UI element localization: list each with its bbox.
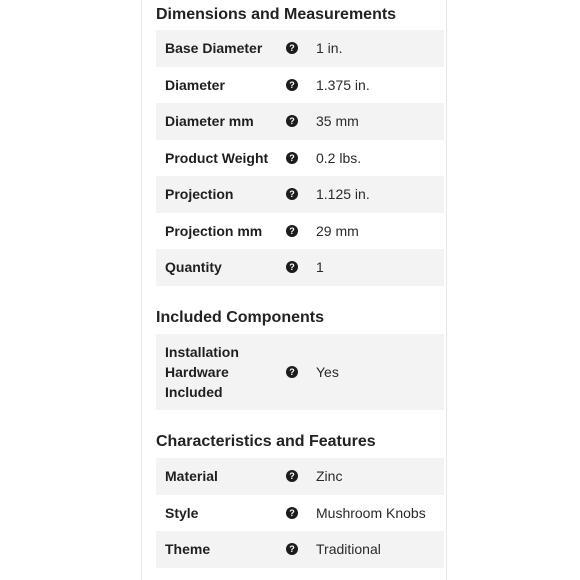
spec-label: Diameter [165,76,225,93]
spec-value: 1 in. [316,40,343,57]
spec-value: 29 mm [316,222,359,239]
spec-label: Installation Hardware Included [165,344,239,400]
spec-value: 1 [316,259,324,276]
section-title-included-components: Included Components [156,309,324,326]
spec-label: Quantity [165,259,222,276]
spec-label: Material [165,468,218,485]
spec-value: Zinc [316,468,343,485]
spec-label: Projection mm [165,222,263,239]
spec-row-base-diameter [156,30,444,67]
spec-row-style [156,495,444,532]
spec-row-quantity [156,249,444,286]
section-title-dimensions: Dimensions and Measurements [156,6,397,23]
spec-row-theme [156,531,444,568]
spec-value: 1.125 in. [316,186,370,203]
characteristics-table [156,458,444,568]
section-title-characteristics: Characteristics and Features [156,433,376,450]
spec-value: 1.375 in. [316,76,370,93]
help-icon[interactable]: ? [286,366,298,378]
spec-label: Style [165,504,199,521]
help-icon[interactable]: ? [286,225,298,237]
help-icon[interactable]: ? [286,507,298,519]
spec-label: Projection [165,186,234,203]
spec-label: Product Weight [165,149,269,166]
help-icon[interactable]: ? [286,261,298,273]
help-icon[interactable]: ? [286,470,298,482]
spec-value: 0.2 lbs. [316,149,362,166]
spec-row-product-weight [156,140,444,177]
spec-value: Traditional [316,541,381,558]
spec-value: Yes [316,364,339,380]
spec-label: Diameter mm [165,113,254,130]
spec-label: Base Diameter [165,40,263,57]
help-icon[interactable]: ? [286,543,298,555]
spec-row-projection [156,176,444,213]
spec-row-material [156,458,444,495]
spec-row-diameter-mm [156,103,444,140]
spec-row-projection-mm [156,213,444,250]
spec-row-installation-hardware [156,334,444,410]
help-icon[interactable]: ? [286,42,298,54]
dimensions-table [156,30,444,286]
help-icon[interactable]: ? [286,79,298,91]
help-icon[interactable]: ? [286,152,298,164]
included-components-table [156,334,444,410]
help-icon[interactable]: ? [286,115,298,127]
help-icon[interactable]: ? [286,188,298,200]
spec-value: Mushroom Knobs [316,504,426,521]
spec-label: Theme [165,541,211,558]
spec-row-diameter [156,67,444,104]
spec-value: 35 mm [316,113,359,130]
